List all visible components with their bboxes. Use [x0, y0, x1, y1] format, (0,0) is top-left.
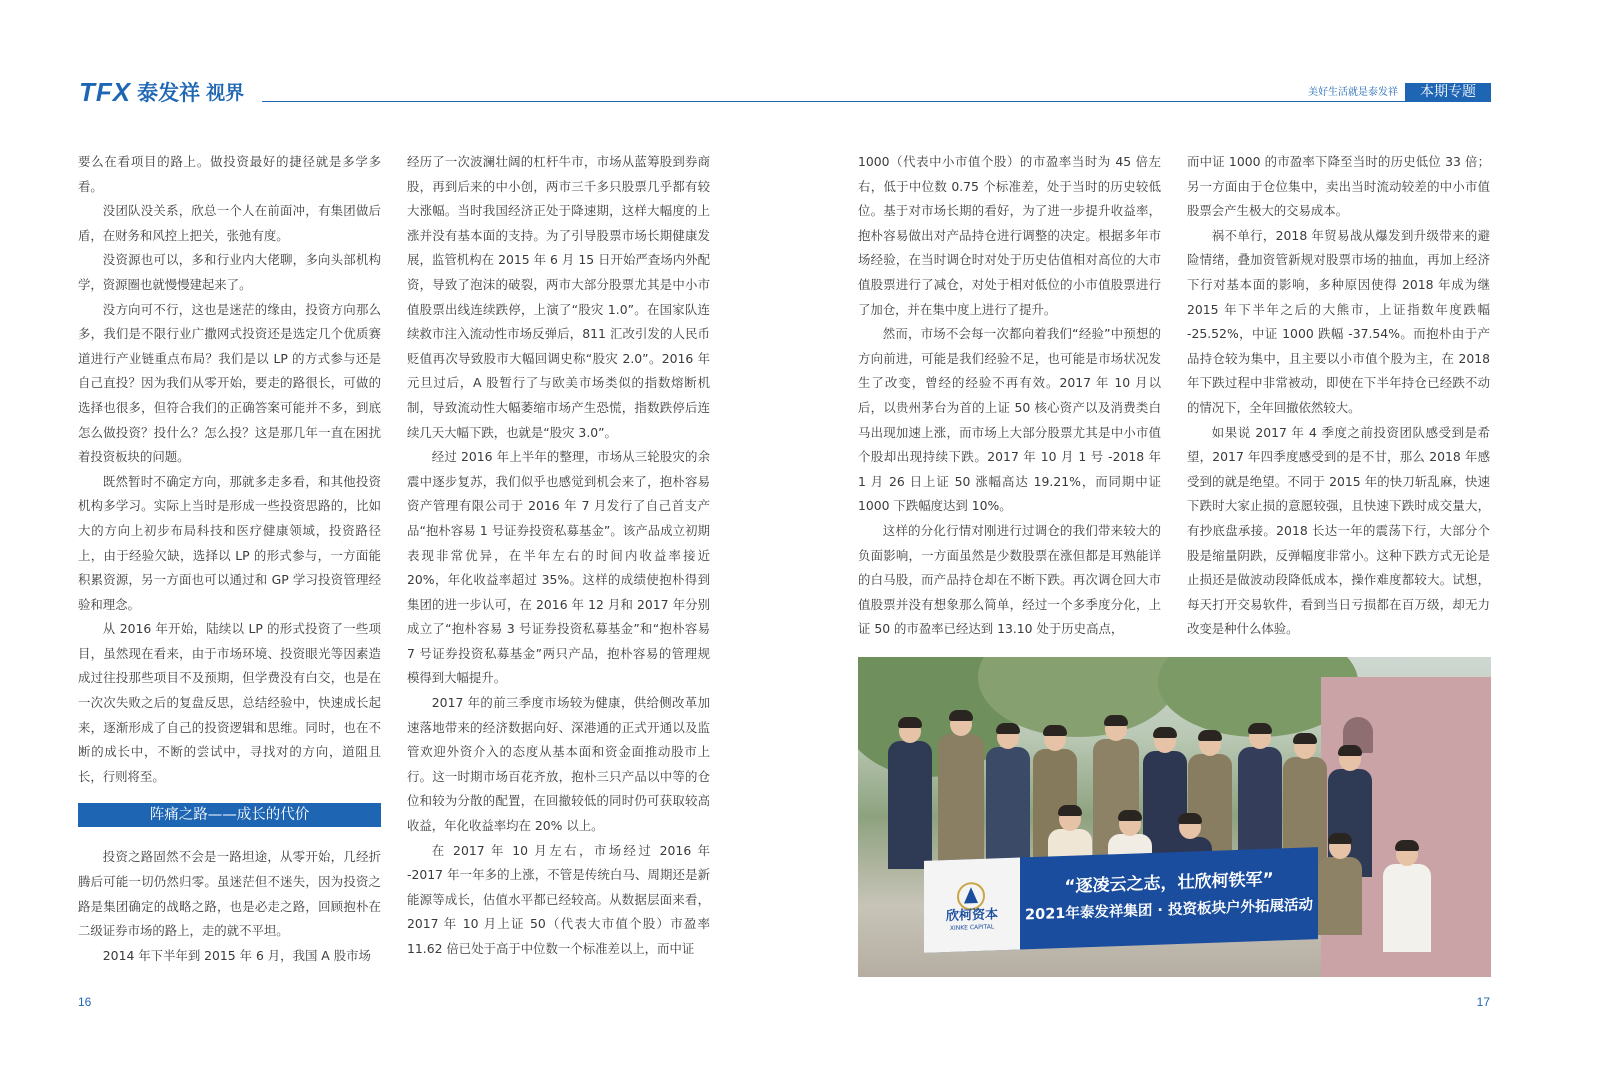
paragraph: 2014 年下半年到 2015 年 6 月，我国 A 股市场: [102, 947, 371, 963]
logo-latin: TFX: [79, 77, 132, 107]
page-number-right: 17: [1476, 995, 1490, 1009]
paragraph: 经过 2016 年上半年的整理，市场从三轮股灾的余震中逐步复苏，我们似乎也感觉到机会来了，抱朴容易资产管理有限公司于 2016 年 7 月发行了自己首支产品“抱朴容易 1 号证券投资私募基金”。该产品成立初期表现非常优异，在半年左右的时间内收益率接近 20%，年化收益率超过 35%。这样的成绩使抱朴得到集团的进一步认可，在 2016 年 12 月和 2017 年分别成立了“抱朴容易 3 号证券投资私募基金”和“抱朴容易 7 号证券投资私募基金”两只产品，抱朴容易的管理规模得到大幅提升。: [407, 449, 710, 686]
magazine-logo: [79, 79, 244, 105]
paragraph: 没资源也可以，多和行业内大佬聊，多向头部机构学，资源圈也就慢慢建起来了。: [78, 252, 381, 292]
article-column-3: [858, 150, 1161, 642]
paragraph: 没团队没关系，欣总一个人在前面冲，有集团做后盾，在财务和风控上把关，张弛有度。: [78, 203, 381, 243]
banner-logo-english: XINKE CAPITAL: [949, 923, 995, 932]
paragraph: 投资之路固然不会是一路坦途，从零开始，几经折腾后可能一切仍然归零。虽迷茫但不迷失，因为投资之路是集团确定的战略之路，也是必走之路，回顾抱朴在二级证券市场的路上，走的就不平坦。: [78, 849, 381, 939]
paragraph: 既然暂时不确定方向，那就多走多看，和其他投资机构多学习。实际上当时是形成一些投资思路的，比如大的方向上初步布局科技和医疗健康领域，投资路径上，由于经验欠缺，选择以 LP 的形式参与，一方面能积累资源，另一方面也可以通过和 GP 学习投资管理经验和理念。: [78, 473, 381, 612]
header-divider: [262, 101, 1406, 102]
person: [1238, 725, 1282, 865]
person: [1383, 842, 1431, 952]
paragraph: 经历了一次波澜壮阔的杠杆牛市，市场从蓝筹股到券商股，再到后来的中小创，两市三千多只股票几乎都有较大涨幅。当时我国经济正处于降速期，这样大幅度的上涨并没有基本面的支持。为了引导股票市场长期健康发展，监管机构在 2015 年 6 月 15 日开始严查场内外配资，导致了泡沫的破裂，两市大部分股票尤其是中小市值股票出线连续跌停，上演了“股灾 1.0”。在国家队连续救市注入流动性市场反弹后，811 汇改引发的人民币贬值再次导致股市大幅回调史称“股灾 2.0”。2016 年元旦过后，A 股暂行了与欧美市场类似的指数熔断机制，导致流动性大幅萎缩市场产生恐慌，指数跌停后连续几天大幅下跌，也就是“股灾 3.0”。: [407, 154, 710, 440]
person: [888, 719, 932, 869]
logo-subtitle: 视界: [206, 82, 245, 104]
banner-logo-panel: [924, 858, 1020, 953]
article-column-4: [1187, 150, 1490, 642]
event-banner: [924, 847, 1318, 953]
section-heading: 阵痛之路——成长的代价: [78, 803, 381, 827]
article-column-1: [78, 150, 381, 968]
paragraph: 而中证 1000 的市盈率下降至当时的历史低位 33 倍；另一方面由于仓位集中，卖出当时流动较差的中小市值股票会产生极大的交易成本。: [1187, 154, 1490, 219]
banner-logo-name: 欣柯资本: [945, 907, 998, 925]
person: [1318, 835, 1362, 935]
paragraph: 然而，市场不会每一次都向着我们“经验”中预想的方向前进，可能是我们经验不足，也可能是市场状况发生了改变，曾经的经验不再有效。2017 年 10 月以后，以贵州茅台为首的上证 50 核心资产以及消费类白马出现加速上涨，而市场上大部分股票尤其是中小市值个股却出现持续下跌。2017 年 10 月 1 号 -2018 年 1 月 26 日上证 50 涨幅高达 19.21%，而同期中证 1000 下跌幅度达到 10%。: [858, 326, 1161, 514]
person: [938, 712, 984, 862]
paragraph: 2017 年的前三季度市场较为健康，供给侧改革加速落地带来的经济数据向好、深港通的正式开通以及监管欢迎外资介入的态度从基本面和资金面推动股市上行。这一时期市场百花齐放，抱朴三只产品以中等的仓位和较为分散的配置，在回撤较低的同时仍可获取较高收益，年化收益率均在 20% 以上。: [407, 695, 710, 834]
paragraph: 这样的分化行情对刚进行过调仓的我们带来较大的负面影响，一方面虽然是少数股票在涨但都是耳熟能详的白马股，而产品持仓却在不断下跌。再次调仓回大市值股票并没有想象那么简单，经过一个多季度分化，上证 50 的市盈率已经达到 13.10 处于历史高点，: [858, 522, 1161, 637]
paragraph: 祸不单行，2018 年贸易战从爆发到升级带来的避险情绪，叠加资管新规对股票市场的抽血，再加上经济下行对基本面的影响，多种原因使得 2018 年成为继 2015 年下半年之后的大熊市，上证指数年度跌幅 -25.52%，中证 1000 跌幅 -37.54%。而抱朴由于产品持仓较为集中，且主要以小市值个股为主，在 2018 年下跌过程中非常被动，即使在下半年持仓已经跌不动的情况下，全年回撤依然较大。: [1187, 227, 1490, 415]
banner-event-title: 2021年泰发祥集团 · 投资板块户外拓展活动: [1025, 897, 1313, 924]
page-number-left: 16: [78, 995, 92, 1009]
banner-slogan: “逐凌云之志，壮欣柯铁军”: [1064, 869, 1274, 897]
paragraph: 1000（代表中小市值个股）的市盈率当时为 45 倍左右，低于中位数 0.75 个标准差，处于当时的历史较低位。基于对市场长期的看好，为了进一步提升收益率，抱朴容易做出对产品持仓进行调整的决定。根据多年市场经验，在当时调仓时对处于历史估值相对高位的大市值股票进行了减仓，对处于相对低位的小市值股票进行了加仓，并在集中度上进行了提升。: [858, 154, 1161, 317]
group-photo: [858, 657, 1491, 977]
paragraph: 要么在看项目的路上。做投资最好的捷径就是多学多看。: [78, 154, 381, 194]
section-tab: 本期专题: [1405, 83, 1491, 102]
paragraph: 如果说 2017 年 4 季度之前投资团队感受到是希望，2017 年四季度感受到的是不甘，那么 2018 年感受到的就是绝望。不同于 2015 年的快刀斩乱麻，快速下跌时大家止损的意愿较强，且快速下跌时成交量大，有抄底盘承接。2018 长达一年的震荡下行，大部分个股是缩量阴跌，反弹幅度非常小。这种下跌方式无论是止损还是做波动段降低成本，操作难度都较大。试想，每天打开交易软件，看到当日亏损都在百万级，却无力改变是种什么体验。: [1187, 424, 1490, 637]
header-slogan: 美好生活就是泰发祥: [1308, 87, 1398, 98]
paragraph: 在 2017 年 10 月左右，市场经过 2016 年 -2017 年一年多的上涨，不管是传统白马、周期还是新能源等成长，估值水平都已经较高。从数据层面来看，2017 年 10 月上证 50（代表大市值个股）市盈率 11.62 倍已处于高于中位数一个标准差以上，而中证: [407, 842, 710, 956]
person: [986, 725, 1030, 865]
paragraph: 从 2016 年开始，陆续以 LP 的形式投资了一些项目，虽然现在看来，由于市场环境、投资眼光等因素造成过往投那些项目不及预期，但学费没有白交，也是在一次次失败之后的复盘反思，总结经验中，快速成长起来，逐渐形成了自己的投资逻辑和思维。同时，也在不断的成长中，不断的尝试中，寻找对的方向，道阻且长，行则将至。: [78, 621, 381, 784]
logo-chinese: 泰发祥: [137, 81, 201, 105]
article-column-2: [407, 150, 710, 962]
paragraph: 没方向可不行，这也是迷茫的缘由，投资方向那么多，我们是不限行业广撒网式投资还是选定几个优质赛道进行产业链重点布局？我们是以 LP 的方式参与还是自己直投？因为我们从零开始，要走的路很长，可做的选择也很多，但符合我们的正确答案可能并不多，到底怎么做投资？投什么？怎么投？这是那几年一直在困扰着投资板块的问题。: [78, 301, 381, 465]
